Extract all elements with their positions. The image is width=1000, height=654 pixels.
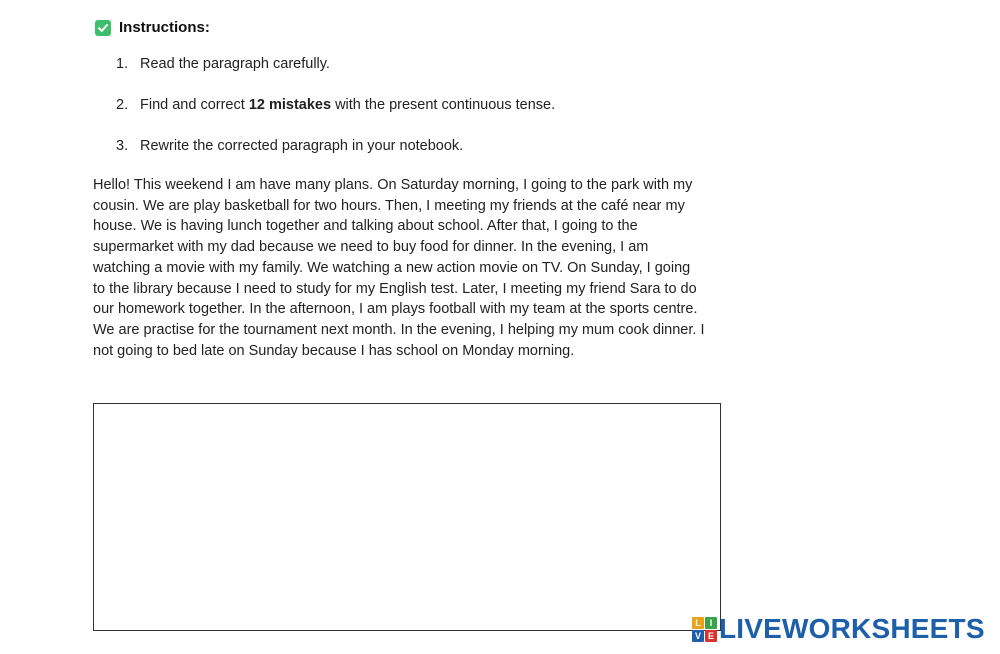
step-number: 1.	[116, 56, 129, 72]
answer-text-box[interactable]	[93, 403, 721, 631]
instructions-heading	[95, 19, 210, 36]
instruction-step	[112, 97, 555, 138]
step-text: Rewrite the corrected paragraph in your notebook.	[140, 138, 464, 154]
instructions-title: Instructions:	[119, 19, 210, 36]
emphasis-mistakes: 12 mistakes	[248, 97, 332, 113]
liveworksheets-logo	[692, 615, 985, 643]
step-number: 2.	[116, 97, 129, 113]
logo-mark-icon: L I V E	[692, 617, 716, 641]
mistakes-paragraph: Hello! This weekend I am have many plans. On Saturday morning, I going to the park with my cousin. We are play basketball for two hours. Then, I meeting my friends at the café near my house. We is having lunch together and talking about school. After that, I going to the supermarket with my dad because we need to buy food for dinner. In the evening, I am watching a movie with my family. We watching a new action movie on TV. On Sunday, I going to the library because I need to study for my English test. Later, I meeting my friend Sara to do our homework together. In the afternoon, I am plays football with my team at the sports centre. We are practise for the tournament next month. In the evening, I helping my mum cook dinner. I not going to bed late on Sunday because I has school on Monday morning.	[93, 177, 705, 359]
instruction-step	[112, 56, 555, 97]
step-text: Find and correct 12 mistakes with the present continuous tense.	[140, 97, 556, 113]
step-text: Read the paragraph carefully.	[140, 56, 330, 72]
logo-text: LIVEWORKSHEETS	[719, 613, 985, 644]
step-number: 3.	[116, 138, 129, 154]
instructions-list	[112, 56, 555, 179]
instruction-step	[112, 138, 555, 179]
checkbox-checked-icon	[95, 20, 111, 36]
